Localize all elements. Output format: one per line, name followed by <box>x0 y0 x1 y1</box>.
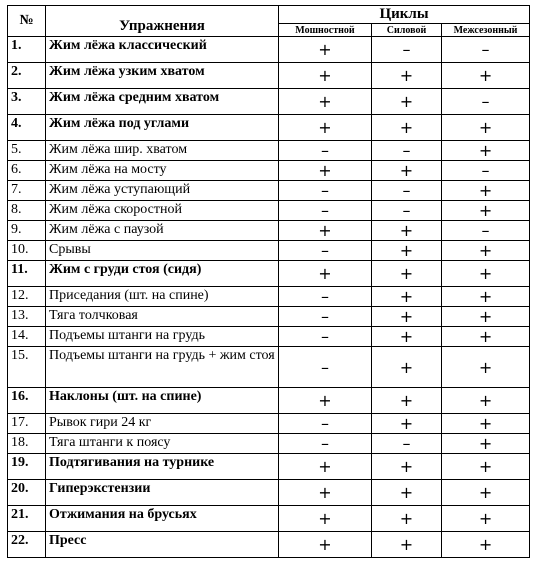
exercise-table-container <box>7 5 530 558</box>
row-number: 1. <box>8 37 46 63</box>
row-number: 18. <box>8 434 46 454</box>
cycle-mark-power: + <box>279 221 372 241</box>
row-number: 13. <box>8 307 46 327</box>
cycle-mark-strength: + <box>372 414 442 434</box>
table-row <box>8 89 530 115</box>
cycle-mark-offseason: + <box>442 347 530 388</box>
exercise-name: Жим лёжа уступающий <box>46 181 279 201</box>
cycle-mark-offseason: + <box>442 201 530 221</box>
exercise-name: Подъемы штанги на грудь <box>46 327 279 347</box>
cycle-mark-power: – <box>279 414 372 434</box>
cycle-mark-strength: – <box>372 434 442 454</box>
cycle-mark-strength: + <box>372 480 442 506</box>
row-number: 11. <box>8 261 46 287</box>
cycle-mark-offseason: + <box>442 388 530 414</box>
row-number: 15. <box>8 347 46 388</box>
row-number: 5. <box>8 141 46 161</box>
cycle-mark-power: – <box>279 434 372 454</box>
cycle-mark-strength: – <box>372 181 442 201</box>
cycle-mark-strength: + <box>372 347 442 388</box>
cycle-mark-strength: + <box>372 89 442 115</box>
cycle-mark-power: + <box>279 454 372 480</box>
table-row <box>8 307 530 327</box>
table-row <box>8 506 530 532</box>
cycle-mark-power: – <box>279 181 372 201</box>
table-row <box>8 261 530 287</box>
cycle-mark-offseason: + <box>442 506 530 532</box>
cycle-mark-power: – <box>279 327 372 347</box>
cycle-mark-power: – <box>279 241 372 261</box>
cycle-mark-offseason: + <box>442 241 530 261</box>
row-number: 22. <box>8 532 46 558</box>
cycle-mark-power: + <box>279 480 372 506</box>
exercise-name: Наклоны (шт. на спине) <box>46 388 279 414</box>
cycle-mark-offseason: + <box>442 307 530 327</box>
cycle-mark-strength: + <box>372 221 442 241</box>
cycle-mark-power: + <box>279 161 372 181</box>
cycle-mark-strength: + <box>372 506 442 532</box>
header-cycle-power: Мошностной <box>279 24 372 37</box>
cycle-mark-strength: + <box>372 327 442 347</box>
row-number: 10. <box>8 241 46 261</box>
cycle-mark-strength: + <box>372 454 442 480</box>
cycle-mark-strength: – <box>372 37 442 63</box>
cycle-mark-offseason: – <box>442 161 530 181</box>
row-number: 17. <box>8 414 46 434</box>
table-row <box>8 63 530 89</box>
row-number: 9. <box>8 221 46 241</box>
row-number: 7. <box>8 181 46 201</box>
cycle-mark-power: – <box>279 201 372 221</box>
cycle-mark-power: – <box>279 347 372 388</box>
cycle-mark-strength: + <box>372 115 442 141</box>
cycle-mark-strength: + <box>372 307 442 327</box>
exercise-name: Жим лёжа скоростной <box>46 201 279 221</box>
table-row <box>8 115 530 141</box>
exercise-name: Гиперэкстензии <box>46 480 279 506</box>
exercise-name: Приседания (шт. на спине) <box>46 287 279 307</box>
cycle-mark-power: – <box>279 141 372 161</box>
header-cycle-offseason: Межсезонный <box>442 24 530 37</box>
cycle-mark-offseason: – <box>442 221 530 241</box>
header-exercises: Упражнения <box>46 6 279 37</box>
exercise-name: Тяга толчковая <box>46 307 279 327</box>
cycle-mark-strength: + <box>372 241 442 261</box>
cycle-mark-power: + <box>279 37 372 63</box>
cycle-mark-offseason: + <box>442 434 530 454</box>
exercise-name: Жим лёжа под углами <box>46 115 279 141</box>
exercise-name: Подъемы штанги на грудь + жим стоя <box>46 347 279 388</box>
cycle-mark-offseason: – <box>442 37 530 63</box>
exercise-name: Жим лёжа на мосту <box>46 161 279 181</box>
exercise-name: Жим лёжа средним хватом <box>46 89 279 115</box>
exercise-cycles-table <box>7 5 530 558</box>
cycle-mark-power: + <box>279 388 372 414</box>
row-number: 6. <box>8 161 46 181</box>
cycle-mark-strength: + <box>372 532 442 558</box>
table-row <box>8 241 530 261</box>
table-row <box>8 454 530 480</box>
table-row <box>8 327 530 347</box>
cycle-mark-strength: + <box>372 287 442 307</box>
cycle-mark-strength: + <box>372 161 442 181</box>
cycle-mark-offseason: + <box>442 287 530 307</box>
cycle-mark-strength: – <box>372 141 442 161</box>
exercise-name: Подтягивания на турнике <box>46 454 279 480</box>
cycle-mark-offseason: + <box>442 454 530 480</box>
exercise-name: Отжимания на брусьях <box>46 506 279 532</box>
table-row <box>8 434 530 454</box>
row-number: 19. <box>8 454 46 480</box>
cycle-mark-offseason: + <box>442 141 530 161</box>
cycle-mark-strength: + <box>372 388 442 414</box>
cycle-mark-strength: + <box>372 261 442 287</box>
cycle-mark-power: + <box>279 261 372 287</box>
cycle-mark-strength: – <box>372 201 442 221</box>
row-number: 4. <box>8 115 46 141</box>
table-row <box>8 388 530 414</box>
row-number: 20. <box>8 480 46 506</box>
row-number: 2. <box>8 63 46 89</box>
exercise-name: Пресс <box>46 532 279 558</box>
table-row <box>8 480 530 506</box>
row-number: 3. <box>8 89 46 115</box>
cycle-mark-offseason: + <box>442 414 530 434</box>
table-row <box>8 201 530 221</box>
table-row <box>8 181 530 201</box>
exercise-name: Тяга штанги к поясу <box>46 434 279 454</box>
cycle-mark-strength: + <box>372 63 442 89</box>
cycle-mark-power: + <box>279 115 372 141</box>
row-number: 16. <box>8 388 46 414</box>
exercise-name: Жим лёжа классический <box>46 37 279 63</box>
cycle-mark-offseason: + <box>442 181 530 201</box>
table-row <box>8 347 530 388</box>
header-number: № <box>8 6 46 37</box>
cycle-mark-power: + <box>279 506 372 532</box>
table-row <box>8 532 530 558</box>
cycle-mark-offseason: – <box>442 89 530 115</box>
header-cycle-strength: Силовой <box>372 24 442 37</box>
cycle-mark-power: + <box>279 532 372 558</box>
row-number: 14. <box>8 327 46 347</box>
cycle-mark-offseason: + <box>442 327 530 347</box>
cycle-mark-power: – <box>279 307 372 327</box>
row-number: 21. <box>8 506 46 532</box>
row-number: 8. <box>8 201 46 221</box>
cycle-mark-offseason: + <box>442 532 530 558</box>
cycle-mark-power: – <box>279 287 372 307</box>
table-row <box>8 37 530 63</box>
exercise-name: Жим лёжа узким хватом <box>46 63 279 89</box>
cycle-mark-power: + <box>279 89 372 115</box>
exercise-name: Жим лёжа шир. хватом <box>46 141 279 161</box>
cycle-mark-offseason: + <box>442 261 530 287</box>
cycle-mark-power: + <box>279 63 372 89</box>
row-number: 12. <box>8 287 46 307</box>
cycle-mark-offseason: + <box>442 480 530 506</box>
header-cycles: Циклы <box>279 6 530 24</box>
table-row <box>8 414 530 434</box>
exercise-name: Жим с груди стоя (сидя) <box>46 261 279 287</box>
table-row <box>8 221 530 241</box>
header-row-top <box>8 6 530 24</box>
table-row <box>8 287 530 307</box>
cycle-mark-offseason: + <box>442 115 530 141</box>
exercise-name: Срывы <box>46 241 279 261</box>
cycle-mark-offseason: + <box>442 63 530 89</box>
exercise-name: Рывок гири 24 кг <box>46 414 279 434</box>
exercise-name: Жим лёжа с паузой <box>46 221 279 241</box>
table-row <box>8 161 530 181</box>
table-row <box>8 141 530 161</box>
